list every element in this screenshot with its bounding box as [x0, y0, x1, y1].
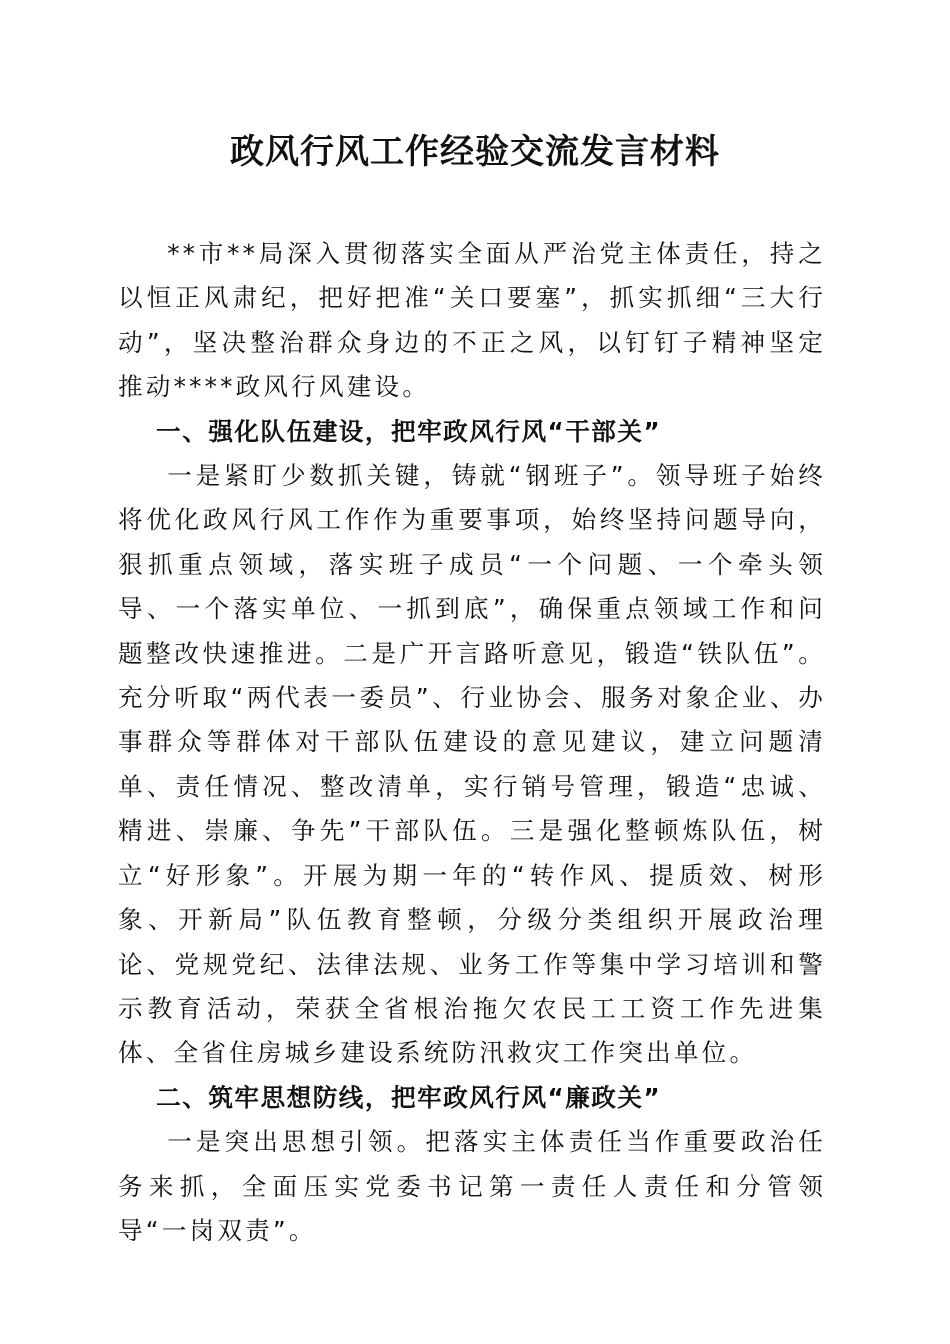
document-title: 政风行风工作经验交流发言材料	[230, 132, 720, 172]
section-paragraph-2: 一是突出思想引领。把落实主体责任当作重要政治任务来抓，全面压实党委书记第一责任人责任和分管领导“一岗双责”。	[118, 1127, 826, 1245]
section-heading-2: 二、筑牢思想防线，把牢政风行风“廉政关”	[156, 1082, 662, 1112]
document-body	[118, 232, 826, 1253]
section-heading-1: 一、强化队伍建设，把牢政风行风“干部关”	[156, 416, 662, 446]
section-paragraph-1: 一是紧盯少数抓关键，铸就“钢班子”。领导班子始终将优化政风行风工作作为重要事项，始终坚持问题导向，狠抓重点领域，落实班子成员“一个问题、一个牵头领导、一个落实单位、一抓到底”，确保重点领域工作和问题整改快速推进。二是广开言路听意见，锻造“铁队伍”。充分听取“两代表一委员”、行业协会、服务对象企业、办事群众等群体对干部队伍建设的意见建议，建立问题清单、责任情况、整改清单，实行销号管理，锻造“忠诚、精进、崇廉、争先”干部队伍。三是强化整顿炼队伍，树立“好形象”。开展为期一年的“转作风、提质效、树形象、开新局”队伍教育整顿，分级分类组织开展政治理论、党规党纪、法律法规、业务工作等集中学习培训和警示教育活动，荣获全省根治拖欠农民工工资工作先进集体、全省住房城乡建设系统防汛救灾工作突出单位。	[118, 461, 826, 1068]
intro-paragraph: **市**局深入贯彻落实全面从严治党主体责任，持之以恒正风肃纪，把好把准“关口要塞”，抓实抓细“三大行动”，坚决整治群众身边的不正之风，以钉钉子精神坚定推动****政风行风建设。	[118, 239, 826, 402]
